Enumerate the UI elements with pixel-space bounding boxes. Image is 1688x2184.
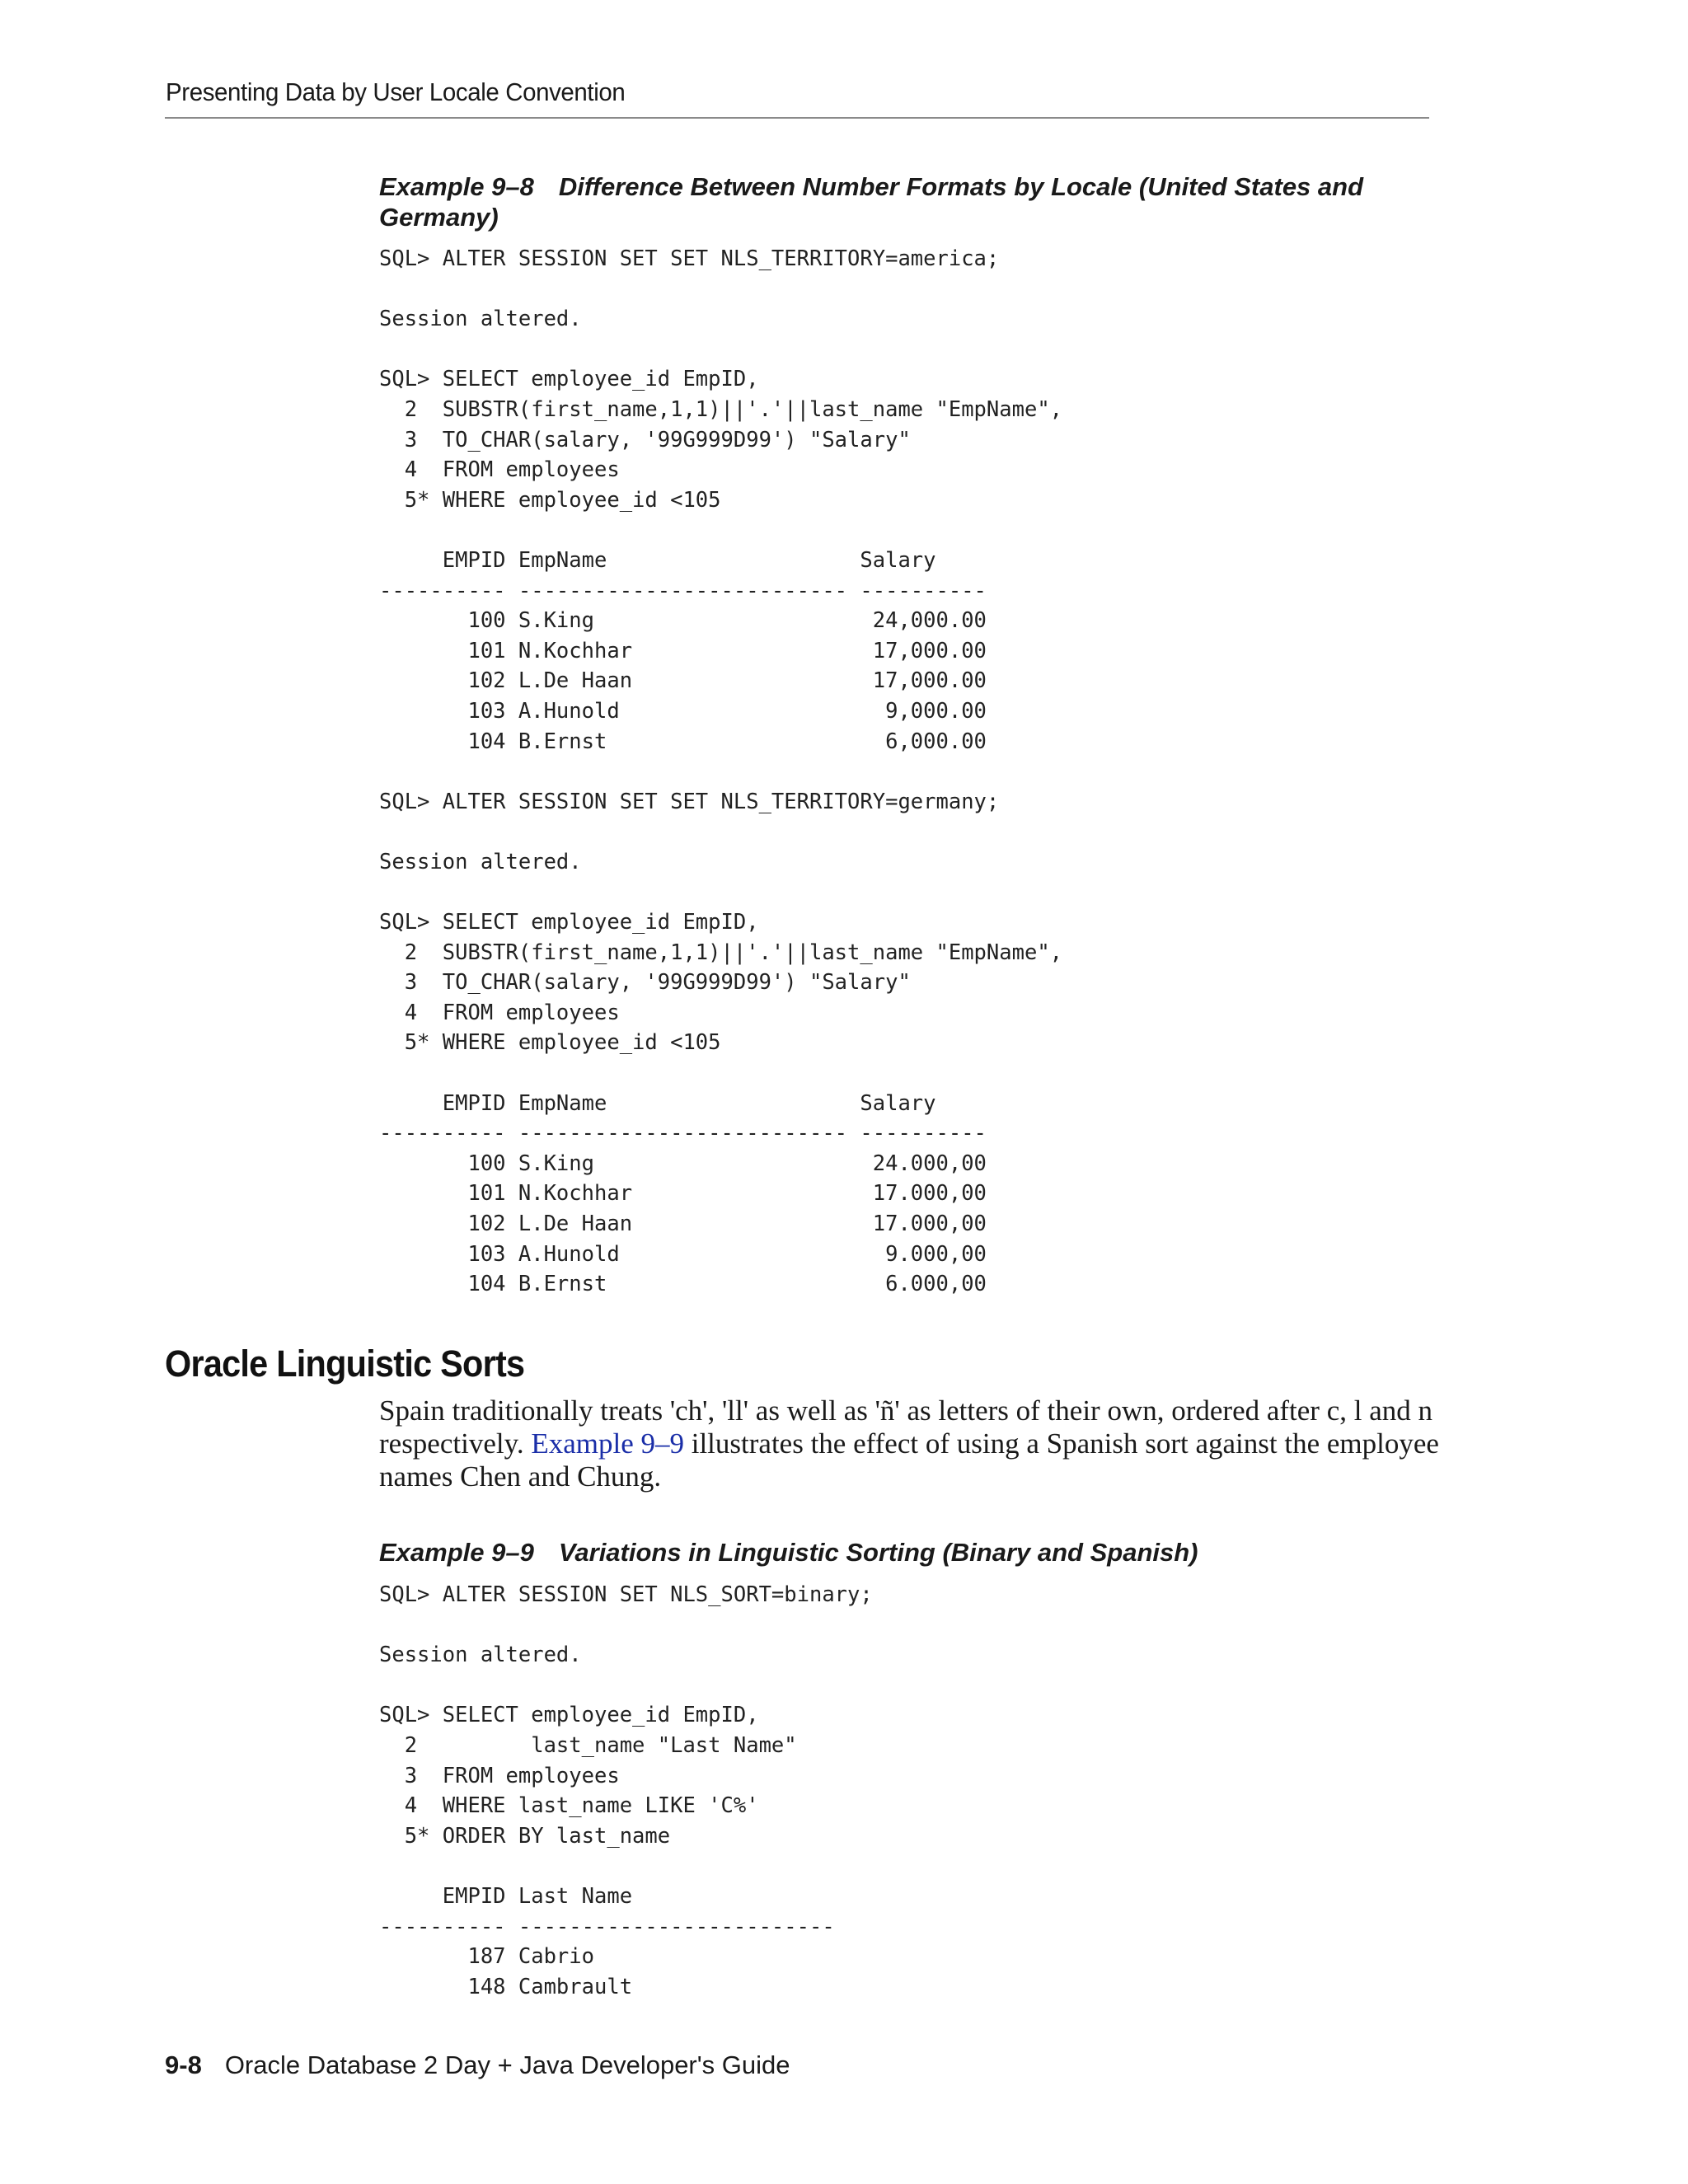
- section-body-paragraph: [379, 1394, 1442, 1493]
- example-9-9-number: Example 9–9: [379, 1538, 534, 1567]
- page-footer: [165, 2050, 790, 2080]
- paragraph-text-after-link: illustrates the effect of using a Spanish sort against the employee names Chen and Chung.: [379, 1427, 1439, 1493]
- running-header: [165, 74, 1429, 119]
- example-9-8-caption: Difference Between Number Formats by Locale (United States and Germany): [379, 172, 1364, 232]
- book-title: Oracle Database 2 Day + Java Developer's Guide: [224, 2050, 790, 2079]
- example-9-9-title: [379, 1537, 1409, 1568]
- example-9-8-code-block: SQL> ALTER SESSION SET SET NLS_TERRITORY=america; Session altered. SQL> SELECT employee_id EmpID, 2 SUBSTR(first_name,1,1)||'.'||last_name "EmpName", 3 TO_CHAR(salary, '99G999D99') "Salary" 4 FROM employees 5* WHERE employee_id <105 EMPID EmpName Salary ---------- -------------------------- ---------- 100 S.King 24,000.00 101 N.Kochhar 17,000.00 102 L.De Haan 17,000.00 103 A.Hunold 9,000.00 104 B.Ernst 6,000.00 SQL> ALTER SESSION SET SET NLS_TERRITORY=germany; Session altered. SQL> SELECT employee_id EmpID, 2 SUBSTR(first_name,1,1)||'.'||last_name "EmpName", 3 TO_CHAR(salary, '99G999D99') "Salary" 4 FROM employees 5* WHERE employee_id <105 EMPID EmpName Salary ---------- -------------------------- ---------- 100 S.King 24.000,00 101 N.Kochhar 17.000,00 102 L.De Haan 17.000,00 103 A.Hunold 9.000,00 104 B.Ernst 6.000,00: [379, 246, 1063, 1297]
- example-9-9-caption: Variations in Linguistic Sorting (Binary and Spanish): [558, 1538, 1198, 1567]
- example-9-8-title: [379, 171, 1409, 232]
- example-9-8-number: Example 9–8: [379, 172, 534, 201]
- running-header-title: Presenting Data by User Locale Convention: [166, 77, 626, 106]
- example-9-9-code-block: SQL> ALTER SESSION SET NLS_SORT=binary; Session altered. SQL> SELECT employee_id EmpID, 2 last_name "Last Name" 3 FROM employees 4 WHERE last_name LIKE 'C%' 5* ORDER BY last_name EMPID Last Name ---------- ------------------------- 187 Cabrio 148 Cambrault: [379, 1582, 873, 1999]
- page-number: 9-8: [165, 2050, 202, 2079]
- section-heading-linguistic-sorts: Oracle Linguistic Sorts: [165, 1343, 525, 1385]
- example-9-9-link[interactable]: Example 9–9: [531, 1427, 684, 1460]
- paragraph-text-before-link: Spain traditionally treats 'ch', 'll' as well as 'ñ' as letters of their own, ordered after c, l and n respectively.: [379, 1394, 1432, 1460]
